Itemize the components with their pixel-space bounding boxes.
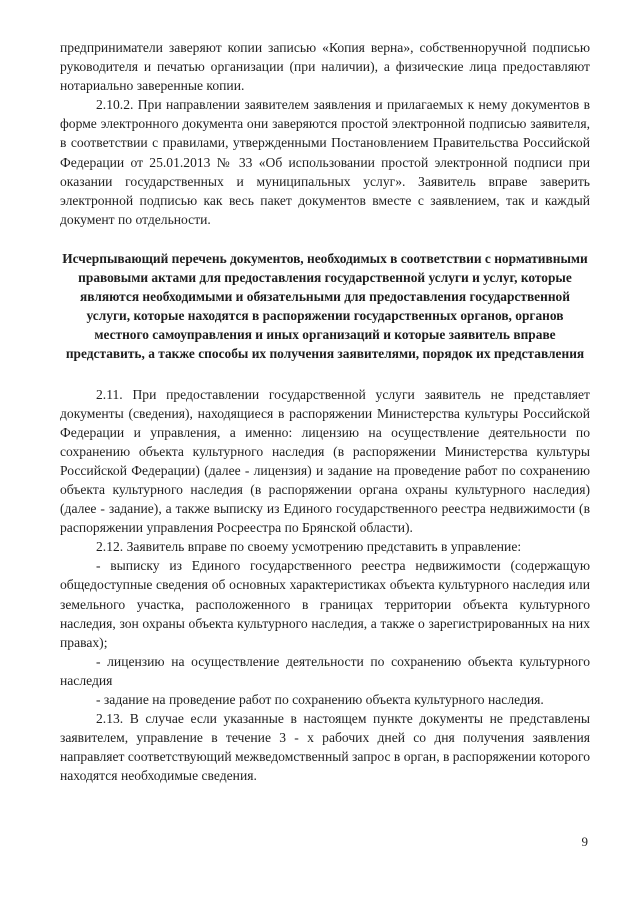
paragraph-2-13: 2.13. В случае если указанные в настоящем пункте документы не представлены заявителем, управление в течение 3 - х рабочих дней со дня получения заявления направляет соответствующий межведомственный запрос в орган, в распоряжении которого находятся необходимые сведения. <box>60 711 590 784</box>
page-number: 9 <box>581 834 588 849</box>
section-heading: Исчерпывающий перечень документов, необходимых в соответствии с нормативными правовыми актами для предоставления государственной услуги и услуг, которые являются необходимыми и обязательными для предоставления государственной услуги, которые находятся в распоряжении государственных органов, органов местного самоуправления и иных организаций и которые заявитель вправе представить, а также способы их получения заявителями, порядок их представления <box>62 250 588 362</box>
paragraph-2-12: 2.12. Заявитель вправе по своему усмотрению представить в управление: <box>96 539 522 555</box>
list-item-work-assignment: - задание на проведение работ по сохранению объекта культурного наследия. <box>96 692 544 707</box>
paragraph-certification-continuation: предприниматели заверяют копии записью «Копия верна», собственноручной подписью руководителя и печатью организации (при наличии), а физические лица предоставляют нотариально заверенные копии. <box>60 40 590 94</box>
list-item-license: - лицензию на осуществление деятельности по сохранению объекта культурного наследия <box>60 653 590 688</box>
list-item-registry-extract: - выписку из Единого государственного реестра недвижимости (содержащую общедоступные сведения об основных характеристиках объекта культурного наследия или земельного участка, расположенного в границах территории объекта культурного наследия, зон охраны объекта культурного наследия, а также о зарегистрированных на них правах); <box>60 558 590 650</box>
paragraph-2-10-2: 2.10.2. При направлении заявителем заявления и прилагаемых к нему документов в форме электронного документа они заверяются простой электронной подписью заявителя, в соответствии с правилами, утвержденными Постановлением Правительства Российской Федерации от 25.01.2013 № 33 «Об использовании простой электронной подписи при оказании государственных и муниципальных услуг». Заявитель вправе заверить электронной подписью как весь пакет документов вместе с заявлением, так и каждый документ по отдельности. <box>60 97 590 227</box>
paragraph-2-11: 2.11. При предоставлении государственной услуги заявитель не представляет документы (сведения), находящиеся в распоряжении Министерства культуры Российской Федерации и управления, а именно: лицензию на осуществление деятельности по сохранению объекта культурного наследия (в распоряжении Министерства культуры Российской Федерации) (далее - лицензия) и задание на проведение работ по сохранению объекта культурного наследия (в распоряжении органа охраны культурного наследия) (далее - задание), а также выписку из Единого государственного реестра недвижимости (в распоряжении управления Росреестра по Брянской области). <box>60 386 590 536</box>
